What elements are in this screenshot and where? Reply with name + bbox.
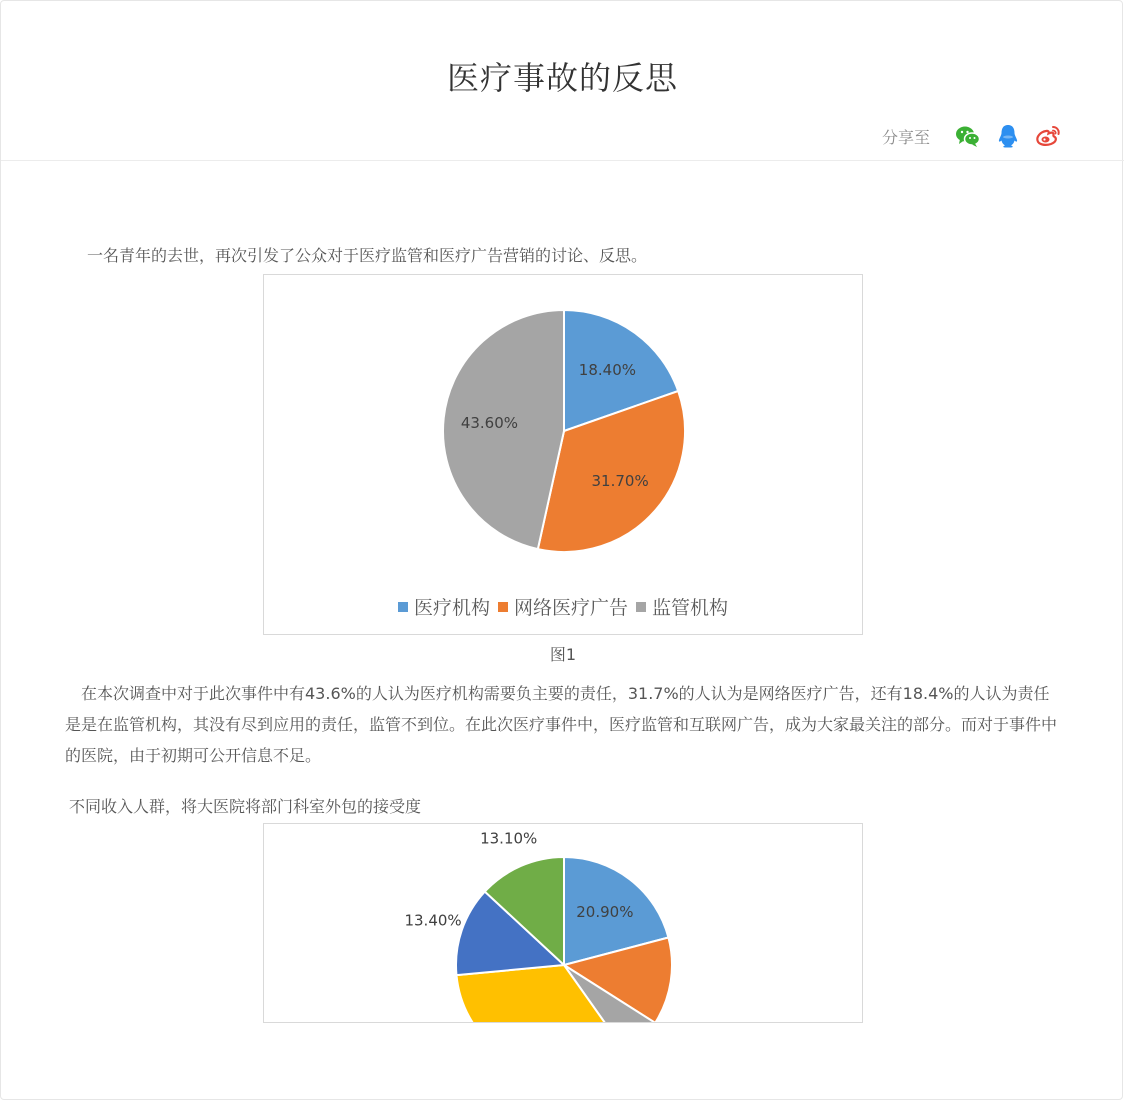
legend-item: [398, 593, 490, 620]
chart-legend: [264, 593, 862, 620]
pie-data-label: 13.40%: [404, 911, 462, 930]
section-heading: 不同收入人群，将大医院将部门科室外包的接受度: [69, 797, 422, 816]
legend-swatch: [498, 602, 508, 612]
legend-swatch: [636, 602, 646, 612]
share-bar: [882, 122, 1062, 150]
analysis-paragraph: 在本次调查中对于此次事件中有43.6%的人认为医疗机构需要负主要的责任，31.7%的人认为是网络医疗广告，还有18.4%的人认为责任是是在监管机构，其没有尽到应用的责任，监管不到位。在此次医疗事件中，医疗监管和互联网广告，成为大家最关注的部分。而对于事件中的医院，由于初期可公开信息不足。: [65, 684, 1058, 765]
page-title: 医疗事故的反思: [446, 59, 678, 97]
figure-2-chart: [263, 823, 863, 1023]
legend-swatch: [398, 602, 408, 612]
pie-data-label: 31.70%: [591, 471, 649, 490]
legend-label: 医疗机构: [413, 597, 490, 619]
legend-item: [498, 593, 628, 620]
legend-label: 网络医疗广告: [513, 597, 628, 619]
legend-label: 监管机构: [652, 597, 729, 619]
pie-data-label: 18.40%: [578, 360, 637, 379]
qq-icon[interactable]: [994, 122, 1022, 150]
pie-data-label: 43.60%: [460, 413, 519, 432]
weibo-icon[interactable]: [1034, 122, 1062, 150]
legend-item: [636, 593, 728, 620]
pie-data-label: 20.90%: [576, 902, 634, 921]
pie-chart-1: [264, 275, 862, 634]
figure-1-caption: 图1: [549, 645, 577, 664]
article-header: [1, 1, 1124, 161]
pie-data-label: 13.10%: [480, 829, 538, 848]
pie-chart-2: [264, 824, 862, 1022]
share-label: 分享至: [881, 127, 930, 147]
wechat-icon[interactable]: [954, 122, 982, 150]
figure-1-chart: [263, 274, 863, 635]
intro-paragraph: 一名青年的去世，再次引发了公众对于医疗监管和医疗广告营销的讨论、反思。: [87, 246, 648, 265]
